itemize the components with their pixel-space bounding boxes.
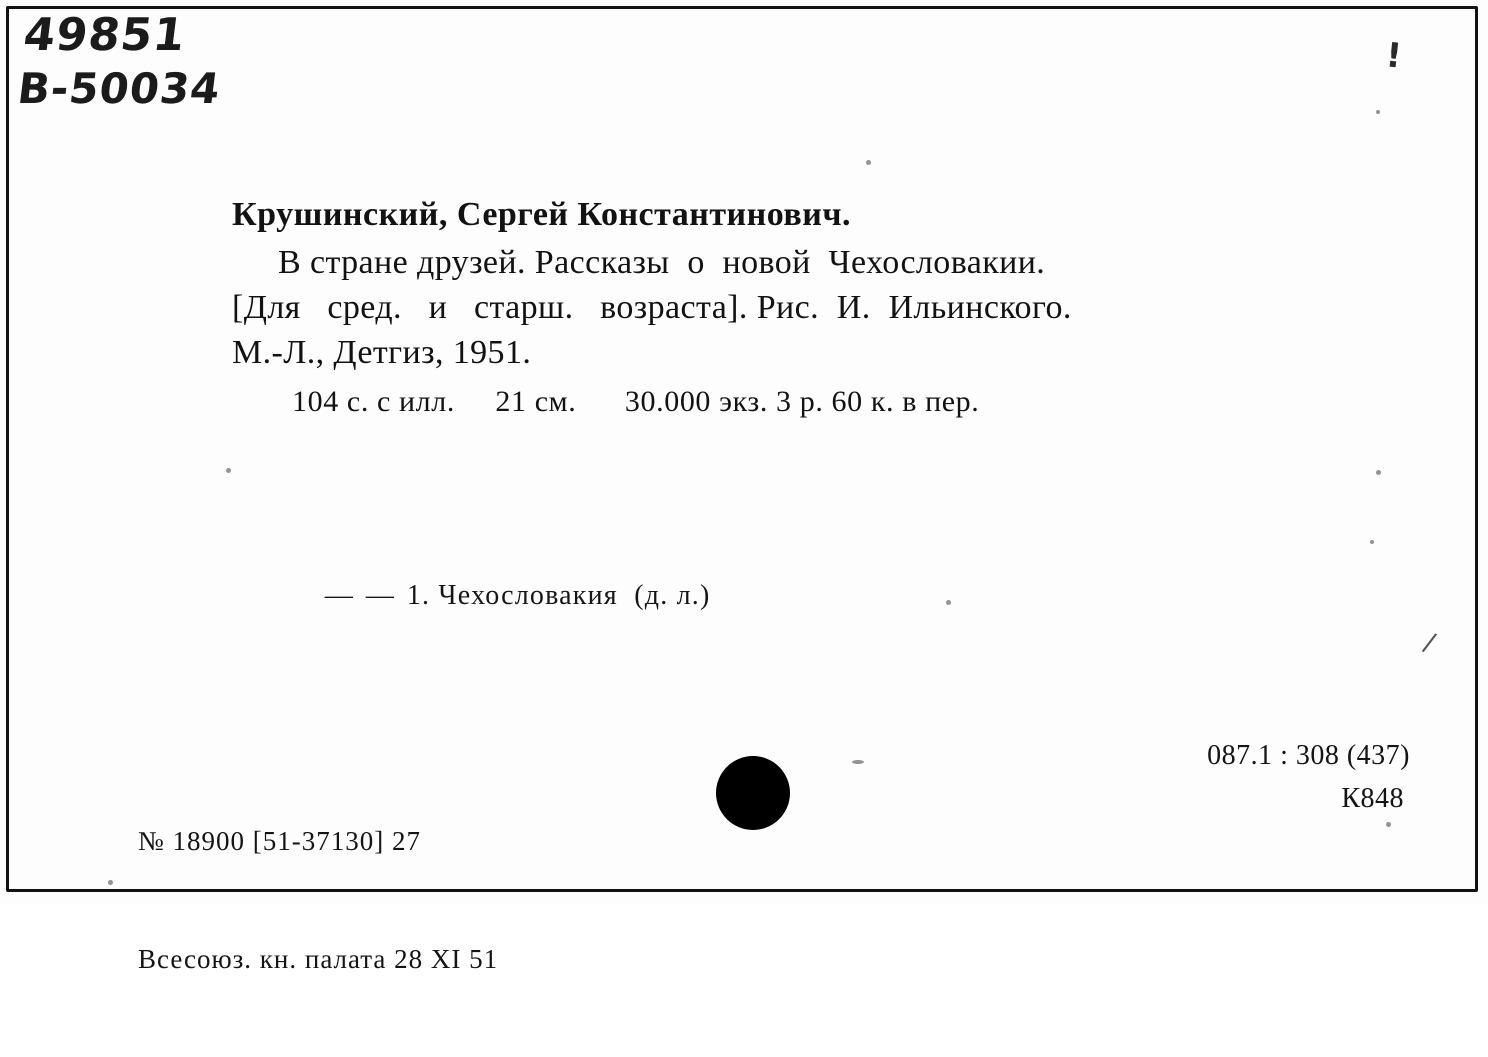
punch-hole-mark xyxy=(716,756,790,830)
handwritten-accession-number: 49851 xyxy=(20,8,189,61)
scan-speck xyxy=(1376,110,1380,114)
tracing-dash: — — xyxy=(324,580,407,611)
handwritten-shelf-number: В-50034 xyxy=(14,64,224,113)
scan-speck xyxy=(852,760,864,764)
ink-tick-mark-icon: ! xyxy=(1384,35,1405,77)
ink-slash-mark-icon: / xyxy=(1420,627,1439,659)
scan-speck xyxy=(108,880,113,885)
classification-block xyxy=(1207,736,1410,819)
record-footer xyxy=(138,744,498,1057)
agency-line: Всесоюз. кн. палата 28 XI 51 xyxy=(138,943,499,974)
scan-speck xyxy=(1386,822,1391,827)
imprint-statement: М.-Л., Детгиз, 1951. xyxy=(232,334,532,372)
subject-tracing xyxy=(292,548,711,644)
scan-speck xyxy=(226,468,231,473)
record-number: № 18900 [51-37130] 27 xyxy=(138,826,421,857)
scan-speck xyxy=(946,600,951,605)
tracing-text: 1. Чехословакия (д. л.) xyxy=(406,580,711,611)
cutter-number: К848 xyxy=(1341,782,1404,814)
scan-speck xyxy=(866,160,871,165)
author-heading: Крушинский, Сергей Константинович. xyxy=(232,196,852,233)
bibliographic-entry xyxy=(232,196,1422,422)
title-statement: В стране друзей. Рассказы о новой Чехословакии. xyxy=(278,244,1046,281)
scan-speck xyxy=(1370,540,1374,544)
physical-description: 104 с. с илл. 21 см. 30.000 экз. 3 р. 60 к. в пер. xyxy=(292,384,980,418)
classification-number: 087.1 : 308 (437) xyxy=(1207,740,1410,771)
scan-speck xyxy=(1376,470,1381,475)
note-statement: [Для сред. и старш. возраста]. Рис. И. Ильинского. xyxy=(232,289,1072,327)
